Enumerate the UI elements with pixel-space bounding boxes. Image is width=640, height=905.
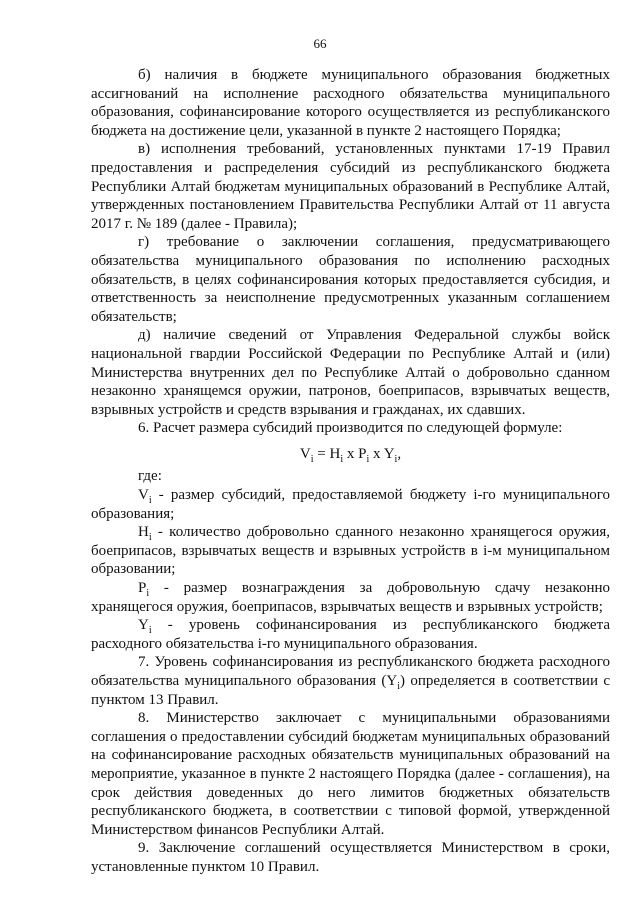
paragraph: 8. Министерство заключает с муниципальными образованиями соглашения о предоставлении субсидий бюджетам муниципальных образований на софинансирование расходных обязательств муниципальных образований на мероприятие, указанное в пункте 2 настоящего Порядка (далее - соглашения), на срок действия доведенных до него лимитов бюджетных обязательств республиканского бюджета, в соответствии с типовой формой, утвержденной Министерством финансов Республики Алтай. — [91, 710, 610, 838]
paragraph: $H_i$ - количество добровольно сданного незаконно хранящегося оружия, боеприпасов, взрывчатых веществ и взрывных устройств в i-м муниципальном образовании; — [91, 524, 610, 578]
paragraph: в) исполнения требований, установленных пунктами 17-19 Правил предоставления и распределения субсидий из республиканского бюджета Республики Алтай бюджетам муниципальных образований в Республике Алтай, утвержденных постановлением Правительства Республики Алтай от 11 августа 2017 г. № 189 (далее - Правила); — [91, 141, 610, 232]
paragraph: $Y_i$ - уровень софинансирования из республиканского бюджета расходного обязательства i-го муниципального образования. — [91, 617, 610, 652]
paragraph: где: — [138, 468, 162, 485]
document-body — [91, 66, 610, 877]
page-number: 66 — [313, 36, 327, 51]
paragraph: $P_i$ - размер вознаграждения за добровольную сдачу незаконно хранящегося оружия, боеприпасов, взрывчатых веществ и взрывных устройств; — [91, 580, 610, 615]
paragraph: 7. Уровень софинансирования из республиканского бюджета расходного обязательства муниципального образования $(Y_i)$ определяется в соответствии с пунктом 13 Правил. — [91, 654, 610, 708]
formula: $V_i = H_i$ x $P_i$ x $Y_i$, — [299, 445, 402, 465]
paragraph: г) требование о заключении соглашения, предусматривающего обязательства муниципального образования по исполнению расходных обязательств, в целях софинансирования которых предоставляется субсидия, и ответственность за неисполнение предусмотренных указанным соглашением обязательств; — [91, 234, 610, 325]
paragraph: $V_i$ - размер субсидий, предоставляемой бюджету i-го муниципального образования; — [91, 487, 610, 522]
paragraph: 6. Расчет размера субсидий производится по следующей формуле: — [138, 420, 563, 437]
paragraph: б) наличия в бюджете муниципального образования бюджетных ассигнований на исполнение расходного обязательства муниципального образования, софинансирование которого осуществляется из республиканского бюджета на достижение цели, указанной в пункте 2 настоящего Порядка; — [91, 67, 610, 139]
paragraph: 9. Заключение соглашений осуществляется Министерством в сроки, установленные пунктом 10 Правил. — [91, 840, 610, 875]
paragraph: д) наличие сведений от Управления Федеральной службы войск национальной гвардии Российской Федерации по Республике Алтай и (или) Министерства внутренних дел по Республике Алтай о добровольно сданном незаконно хранящемся оружии, патронов, боеприпасов, взрывчатых веществ, взрывных устройств и средств взрывания и гражданах, их сдавших. — [91, 327, 610, 418]
